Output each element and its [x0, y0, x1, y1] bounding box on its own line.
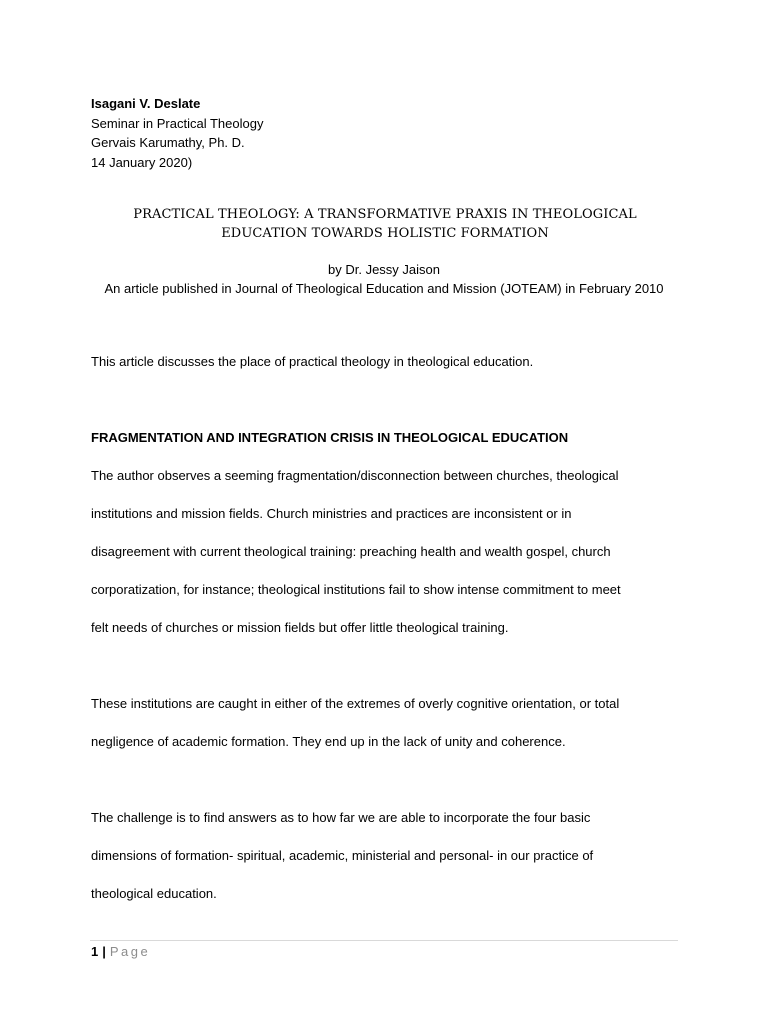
paragraph-line: negligence of academic formation. They end up in the lack of unity and coherence. [91, 734, 566, 749]
paragraph-line: felt needs of churches or mission fields but offer little theological training. [91, 620, 509, 635]
author-name: Isagani V. Deslate [91, 96, 201, 111]
paragraph-line: The author observes a seeming fragmentation/disconnection between churches, theological [91, 468, 619, 483]
course-name: Seminar in Practical Theology [91, 115, 264, 131]
page-label: Page [109, 944, 151, 959]
paragraph-line: The challenge is to find answers as to how far we are able to incorporate the four basic [91, 810, 591, 825]
body-paragraph [91, 799, 691, 913]
intro-paragraph [91, 343, 691, 381]
article-title [90, 205, 680, 243]
paragraph-line: corporatization, for instance; theological institutions fail to show intense commitment to meet [91, 582, 621, 597]
publication-info: An article published in Journal of Theological Education and Mission (JOTEAM) in February 2010 [104, 281, 664, 296]
body-paragraph [91, 457, 691, 647]
date: 14 January 2020) [91, 154, 193, 170]
paragraph-line: dimensions of formation- spiritual, academic, ministerial and personal- in our practice of [91, 848, 594, 863]
paragraph-line: disagreement with current theological training: preaching health and wealth gospel, church [91, 544, 611, 559]
body-paragraph [91, 685, 691, 761]
title-line: PRACTICAL THEOLOGY: A TRANSFORMATIVE PRAXIS IN THEOLOGICAL [133, 207, 637, 222]
footer-divider [90, 940, 678, 941]
page-number: 1 [91, 944, 99, 959]
byline-block [80, 260, 688, 298]
section-heading: FRAGMENTATION AND INTEGRATION CRISIS IN THEOLOGICAL EDUCATION [91, 430, 569, 445]
title-line: EDUCATION TOWARDS HOLISTIC FORMATION [221, 226, 549, 241]
article-author: by Dr. Jessy Jaison [328, 262, 440, 277]
instructor-name: Gervais Karumathy, Ph. D. [91, 135, 245, 150]
paragraph-line: This article discusses the place of practical theology in theological education. [91, 354, 534, 369]
footer-separator: | [102, 944, 106, 959]
paragraph-line: institutions and mission fields. Church ministries and practices are inconsistent or in [91, 506, 572, 521]
page-footer [91, 943, 150, 961]
paragraph-line: These institutions are caught in either of the extremes of overly cognitive orientation, or total [91, 696, 620, 711]
paragraph-line: theological education. [91, 886, 217, 901]
student-heading [91, 94, 263, 172]
